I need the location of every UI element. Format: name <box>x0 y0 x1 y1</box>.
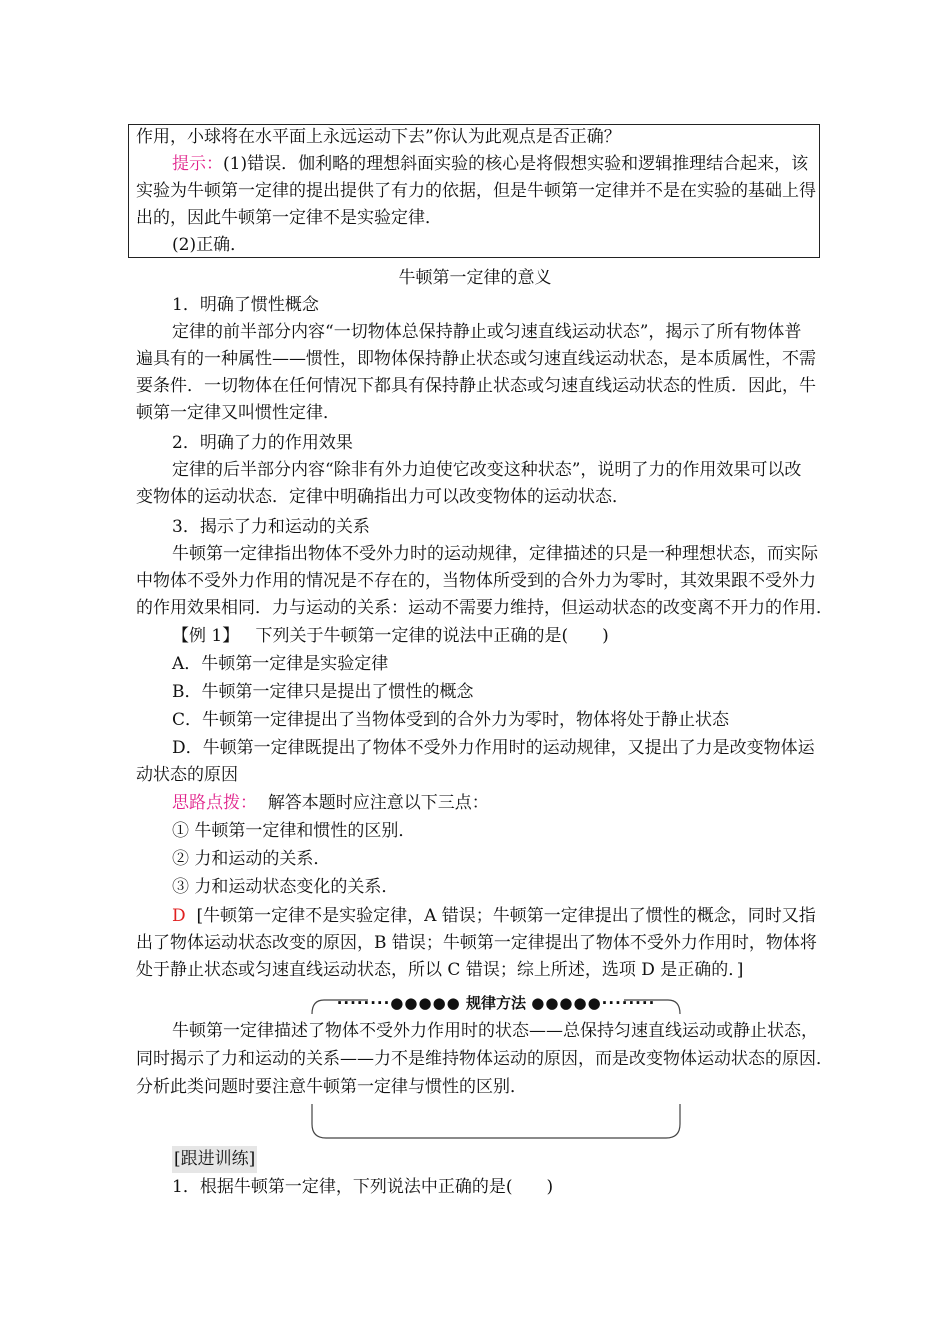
hint-point: ② 力和运动的关系． <box>172 849 331 869</box>
method-line: 牛顿第一定律描述了物体不受外力作用时的状态——总保持匀速直线运动或静止状态， <box>172 1021 818 1041</box>
point3-heading: 3．揭示了力和运动的关系 <box>172 517 370 537</box>
method-line: 分析此类问题时要注意牛顿第一定律与惯性的区别． <box>136 1077 527 1097</box>
point2-line: 变物体的运动状态．定律中明确指出力可以改变物体的运动状态． <box>136 487 629 507</box>
practice-tag: [跟进训练] <box>172 1146 257 1173</box>
example-label: 【例 1】 <box>172 626 240 646</box>
dots-right: ●●●●●········ <box>531 994 656 1012</box>
box-line-1: 作用，小球将在水平面上永远运动下去”你认为此观点是否正确？ <box>136 127 621 147</box>
hint-line-3: 出的，因此牛顿第一定律不是实验定律． <box>136 208 442 228</box>
section-title: 牛顿第一定律的意义 <box>398 268 552 288</box>
hint-point: ③ 力和运动状态变化的关系． <box>172 877 399 897</box>
point2-line: 定律的后半部分内容“除非有外力迫使它改变这种状态”，说明了力的作用效果可以改 <box>172 460 802 480</box>
answer-text-1: [牛顿第一定律不是实验定律，A 错误；牛顿第一定律提出了惯性的概念，同时又指 <box>196 906 816 926</box>
example-question <box>172 623 818 650</box>
point2-heading: 2．明确了力的作用效果 <box>172 433 353 453</box>
point3-line: 牛顿第一定律指出物体不受外力时的运动规律，定律描述的只是一种理想状态，而实际 <box>172 544 818 564</box>
point3-line: 中物体不受外力作用的情况是不存在的，当物体所受到的合外力为零时，其效果跟不受外力 <box>136 571 816 591</box>
method-title: 规律方法 <box>465 994 526 1012</box>
answer-line-2: 出了物体运动状态改变的原因，B 错误；牛顿第一定律提出了物体不受外力作用时，物体将 <box>136 933 817 953</box>
point1-heading: 1．明确了惯性概念 <box>172 295 319 315</box>
hint-text-1: (1)错误．伽利略的理想斜面实验的核心是将假想实验和逻辑推理结合起来，该 <box>223 154 809 174</box>
method-title-row <box>310 994 682 1012</box>
point3-line: 的作用效果相同．力与运动的关系：运动不需要力维持，但运动状态的改变离不开力的作用． <box>136 598 833 618</box>
answer-line-1 <box>172 903 818 930</box>
option-a: A．牛顿第一定律是实验定律 <box>172 654 389 674</box>
hint-line-2: 实验为牛顿第一定律的提出提供了有力的依据，但是牛顿第一定律并不是在实验的基础上得 <box>136 181 816 201</box>
method-line: 同时揭示了力和运动的关系——力不是维持物体运动的原因，而是改变物体运动状态的原因． <box>136 1049 833 1069</box>
point1-line: 顿第一定律又叫惯性定律． <box>136 403 340 423</box>
answer-line-3: 处于静止状态或匀速直线运动状态，所以 C 错误；综上所述，选项 D 是正确的．] <box>136 960 744 980</box>
option-d: D．牛顿第一定律既提出了物体不受外力作用时的运动规律，又提出了力是改变物体运 <box>172 738 815 758</box>
practice-tag-row <box>172 1146 818 1173</box>
option-d-cont: 动状态的原因 <box>136 765 238 785</box>
point1-line: 定律的前半部分内容“一切物体总保持静止或匀速直线运动状态”，揭示了所有物体普 <box>172 322 802 342</box>
hint-line-1 <box>172 151 818 178</box>
option-c: C．牛顿第一定律提出了当物体受到的合外力为零时，物体将处于静止状态 <box>172 710 730 730</box>
hint-point: ① 牛顿第一定律和惯性的区别． <box>172 821 416 841</box>
hint-line-4: (2)正确． <box>172 235 248 255</box>
practice-question: 1．根据牛顿第一定律，下列说法中正确的是( ) <box>172 1177 554 1197</box>
solution-hint <box>172 790 818 817</box>
option-b: B．牛顿第一定律只是提出了惯性的概念 <box>172 682 474 702</box>
solution-hint-label: 思路点拨： <box>172 793 257 813</box>
answer-letter: D <box>172 906 186 926</box>
example-question-text: 下列关于牛顿第一定律的说法中正确的是( ) <box>255 626 609 646</box>
point1-line: 要条件．一切物体在任何情况下都具有保持静止状态或匀速直线运动状态的性质．因此，牛 <box>136 376 816 396</box>
solution-hint-text: 解答本题时应注意以下三点： <box>267 793 489 813</box>
dots-left: ········●●●●● <box>336 994 461 1012</box>
point1-line: 遍具有的一种属性——惯性，即物体保持静止状态或匀速直线运动状态，是本质属性，不需 <box>136 349 816 369</box>
hint-label: 提示： <box>172 154 223 174</box>
